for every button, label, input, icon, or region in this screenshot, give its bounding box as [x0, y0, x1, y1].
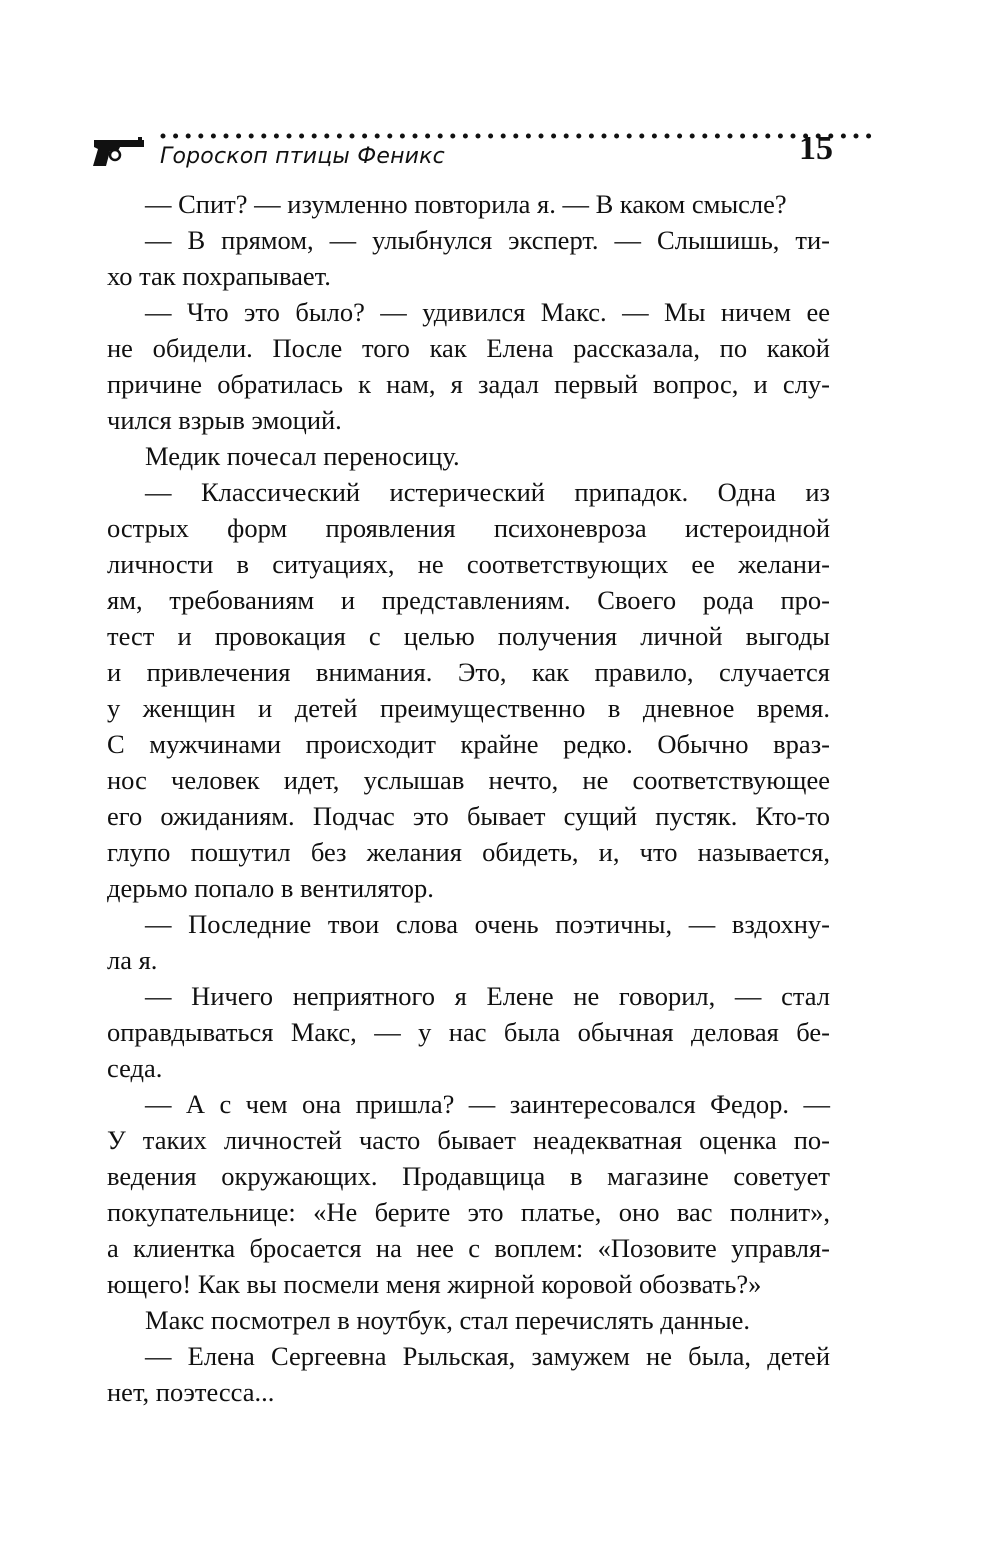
page-number: 15: [799, 130, 833, 167]
paragraph: [107, 906, 830, 978]
text-line: — Классический истерический припадок. Одна из: [145, 477, 830, 507]
header-dotted-rule: [160, 132, 872, 140]
running-title: Гороскоп птицы Феникс: [160, 144, 445, 169]
text-line: оправдываться Макс, — у нас была обычная деловая бе-: [107, 1017, 830, 1047]
text-line: — А с чем она пришла? — заинтересовался Федор. —: [145, 1089, 830, 1119]
paragraph: [107, 294, 830, 438]
text-line: — Спит? — изумленно повторила я. — В каком смысле?: [145, 189, 787, 219]
text-line: его ожиданиям. Подчас это бывает сущий пустяк. Кто-то: [107, 801, 830, 831]
paragraph: [107, 978, 830, 1086]
text-line: покупательнице: «Не берите это платье, оно вас полнит»,: [107, 1197, 830, 1227]
text-line: не обидели. После того как Елена рассказала, по какой: [107, 333, 830, 363]
text-line: — Что это было? — удивился Макс. — Мы ничем ее: [145, 297, 830, 327]
text-line: ям, требованиям и представлениям. Своего рода про-: [107, 585, 830, 615]
text-line: Медик почесал переносицу.: [145, 441, 460, 471]
text-line: и привлечения внимания. Это, как правило, случается: [107, 657, 830, 687]
text-line: у женщин и детей преимущественно в дневное время.: [107, 693, 830, 723]
text-line: дерьмо попало в вентилятор.: [107, 873, 434, 903]
paragraph: [107, 1086, 830, 1302]
text-line: ла я.: [107, 945, 158, 975]
text-line: У таких личностей часто бывает неадекватная оценка по-: [107, 1125, 830, 1155]
text-line: — Последние твои слова очень поэтичны, — вздохну-: [145, 909, 830, 939]
text-line: личности в ситуациях, не соответствующих ее желани-: [107, 549, 830, 579]
page-header: [88, 122, 833, 182]
text-line: — Елена Сергеевна Рыльская, замужем не была, детей: [145, 1341, 830, 1371]
text-line: Макс посмотрел в ноутбук, стал перечислять данные.: [145, 1305, 751, 1335]
text-line: — Ничего неприятного я Елене не говорил, — стал: [145, 981, 830, 1011]
text-line: ведения окружающих. Продавщица в магазине советует: [107, 1161, 830, 1191]
text-line: седа.: [107, 1053, 163, 1083]
body-text: [107, 186, 830, 1410]
text-line: нет, поэтесса...: [107, 1377, 275, 1407]
text-line: С мужчинами происходит крайне редко. Обычно враз-: [107, 729, 830, 759]
text-line: чился взрыв эмоций.: [107, 405, 342, 435]
text-line: хо так похрапывает.: [107, 261, 331, 291]
text-line: а клиентка бросается на нее с воплем: «Позовите управля-: [107, 1233, 830, 1263]
text-line: тест и провокация с целью получения личной выгоды: [107, 621, 830, 651]
paragraph: [107, 474, 830, 906]
revolver-icon: [88, 132, 148, 172]
paragraph: [107, 1338, 830, 1410]
text-line: — В прямом, — улыбнулся эксперт. — Слышишь, ти-: [145, 225, 830, 255]
text-line: острых форм проявления психоневроза истероидной: [107, 513, 830, 543]
paragraph: [107, 1302, 830, 1338]
text-line: ющего! Как вы посмели меня жирной коровой обозвать?»: [107, 1269, 762, 1299]
paragraph: [107, 438, 830, 474]
paragraph: [107, 186, 830, 222]
text-line: нос человек идет, услышав нечто, не соответствующее: [107, 765, 830, 795]
paragraph: [107, 222, 830, 294]
text-line: причине обратилась к нам, я задал первый вопрос, и слу-: [107, 369, 830, 399]
text-line: глупо пошутил без желания обидеть, и, что называется,: [107, 837, 830, 867]
